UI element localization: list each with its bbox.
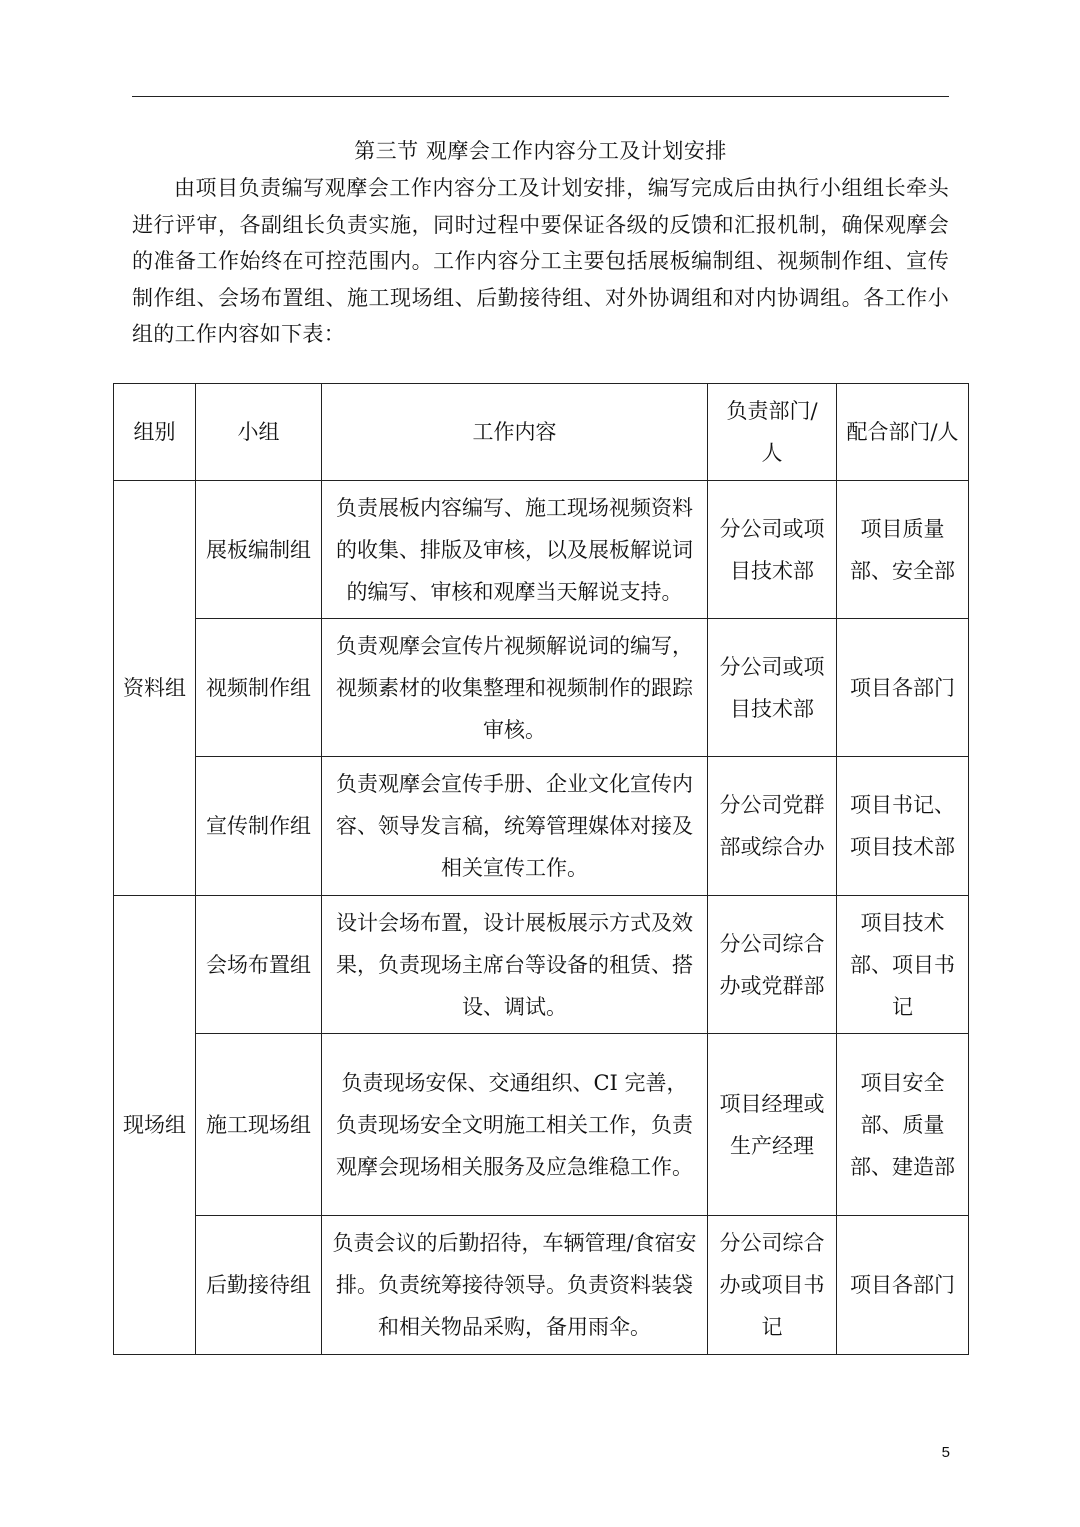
support-cell: 项目各部门 bbox=[837, 619, 969, 757]
content-cell: 负责现场安保、交通组织、CI 完善，负责现场安全文明施工相关工作，负责观摩会现场相关服务及应急维稳工作。 bbox=[322, 1034, 708, 1216]
owner-cell: 分公司党群部或综合办 bbox=[708, 757, 837, 896]
owner-cell: 分公司综合办或党群部 bbox=[708, 896, 837, 1034]
owner-cell: 分公司或项目技术部 bbox=[708, 619, 837, 757]
content-cell: 负责展板内容编写、施工现场视频资料的收集、排版及审核，以及展板解说词的编写、审核和观摩当天解说支持。 bbox=[322, 481, 708, 619]
support-cell: 项目安全部、质量部、建造部 bbox=[837, 1034, 969, 1216]
section-title: 第三节 观摩会工作内容分工及计划安排 bbox=[354, 139, 727, 163]
work-division-table bbox=[113, 383, 969, 1355]
table-row bbox=[114, 896, 969, 1034]
content-cell: 设计会场布置，设计展板展示方式及效果，负责现场主席台等设备的租赁、搭设、调试。 bbox=[322, 896, 708, 1034]
owner-cell: 分公司综合办或项目书记 bbox=[708, 1216, 837, 1355]
page-number: 5 bbox=[941, 1444, 950, 1461]
owner-cell: 分公司或项目技术部 bbox=[708, 481, 837, 619]
content-cell: 负责观摩会宣传片视频解说词的编写，视频素材的收集整理和视频制作的跟踪审核。 bbox=[322, 619, 708, 757]
team-cell: 展板编制组 bbox=[196, 481, 322, 619]
support-cell: 项目质量部、安全部 bbox=[837, 481, 969, 619]
header-cell-group: 组别 bbox=[114, 384, 196, 481]
intro-paragraph: 由项目负责编写观摩会工作内容分工及计划安排，编写完成后由执行小组组长牵头进行评审，各副组长负责实施，同时过程中要保证各级的反馈和汇报机制，确保观摩会的准备工作始终在可控范围内。工作内容分工主要包括展板编制组、视频制作组、宣传制作组、会场布置组、施工现场组、后勤接待组、对外协调组和对内协调组。各工作小组的工作内容如下表： bbox=[132, 176, 949, 346]
table-row bbox=[114, 757, 969, 896]
team-cell: 视频制作组 bbox=[196, 619, 322, 757]
header-cell-team: 小组 bbox=[196, 384, 322, 481]
support-cell: 项目技术部、项目书记 bbox=[837, 896, 969, 1034]
table-row bbox=[114, 619, 969, 757]
team-cell: 施工现场组 bbox=[196, 1034, 322, 1216]
table-row bbox=[114, 1034, 969, 1216]
header-cell-owner: 负责部门/人 bbox=[708, 384, 837, 481]
team-cell: 会场布置组 bbox=[196, 896, 322, 1034]
team-cell: 后勤接待组 bbox=[196, 1216, 322, 1355]
table-row bbox=[114, 481, 969, 619]
support-cell: 项目书记、项目技术部 bbox=[837, 757, 969, 896]
header-cell-content: 工作内容 bbox=[322, 384, 708, 481]
content-cell: 负责会议的后勤招待，车辆管理/食宿安排。负责统筹接待领导。负责资料装袋和相关物品采购，备用雨伞。 bbox=[322, 1216, 708, 1355]
header-rule bbox=[132, 96, 949, 97]
team-cell: 宣传制作组 bbox=[196, 757, 322, 896]
owner-cell: 项目经理或生产经理 bbox=[708, 1034, 837, 1216]
content-cell: 负责观摩会宣传手册、企业文化宣传内容、领导发言稿，统筹管理媒体对接及相关宣传工作。 bbox=[322, 757, 708, 896]
support-cell: 项目各部门 bbox=[837, 1216, 969, 1355]
table-header-row bbox=[114, 384, 969, 481]
header-cell-support: 配合部门/人 bbox=[837, 384, 969, 481]
group-cell-site: 现场组 bbox=[114, 896, 196, 1355]
table-row bbox=[114, 1216, 969, 1355]
group-cell-materials: 资料组 bbox=[114, 481, 196, 896]
